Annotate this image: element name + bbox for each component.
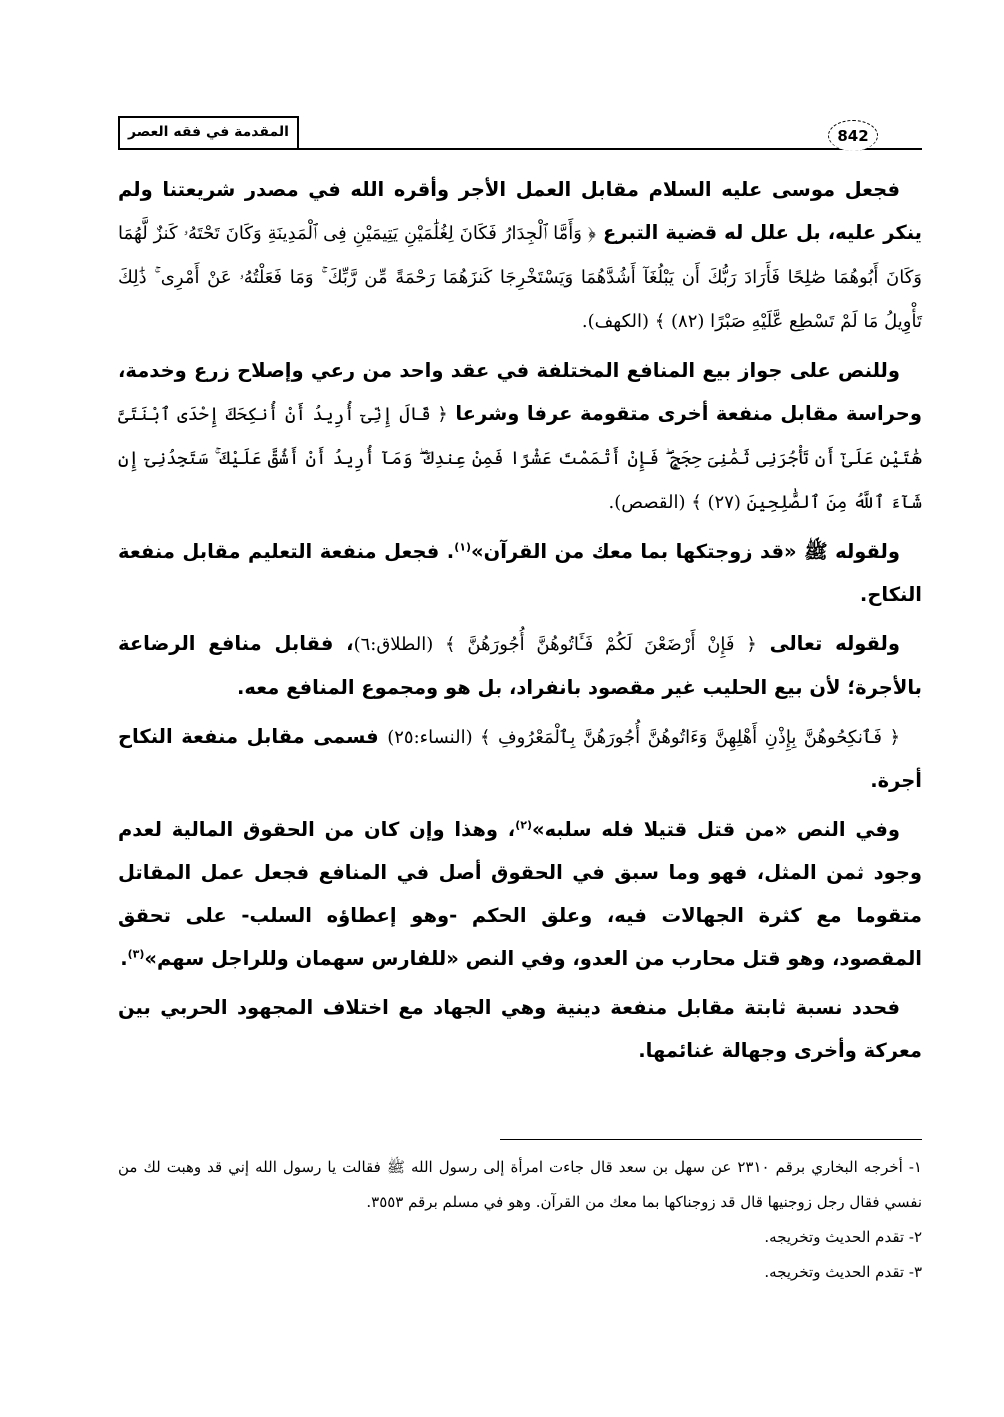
running-title: المقدمة في فقه العصر [118,116,299,148]
quran-verse: ﴿ قَالَ إِنِّىٓ أُرِيدُ أَنْ أُنكِحَكَ إِحْدَى ٱبْنَتَىَّ هَٰتَيْنِ عَلَىٰٓ أَن تَأْجُرَنِى ثَمَٰنِىَ حِجَجٍ ۖ فَإِنْ أَتْمَمْتَ عَشْرًا فَمِنْ عِندِكَ ۖ وَمَآ أُرِيدُ أَنْ أَشُقَّ عَلَيْكَ ۚ سَتَجِدُنِىٓ إِن شَآءَ ٱللَّهُ مِنَ ٱلصَّٰلِحِينَ (٢٧) ﴾ (القصص). [118,404,922,513]
paragraph-text: ، وهذا وإن كان من الحقوق المالية لعدم وجود ثمن المثل، فهو وما سبق في الحقوق أصل في المنافع فجعل عمل المقاتل متقوما مع كثرة الجهالات فيه، وعلق الحكم -وهو إعطاؤه السلب- على تحقق المقصود، وهو قتل محارب من العدو، وفي النص «للفارس سهمان وللراجل سهم» [118,818,922,970]
paragraph-text: فجعل موسى عليه السلام مقابل العمل الأجر وأقره الله في مصدر شريعتنا ولم ينكر عليه، بل علل له قضية التبرع [118,178,922,244]
paragraph-text: ولقوله تعالى [756,632,900,655]
paragraph [118,622,922,709]
footnote-separator [500,1139,922,1140]
quran-verse: ﴿ فَإِنْ أَرْضَعْنَ لَكُمْ فَـَٔاتُوهُنَّ أُجُورَهُنَّ ﴾ (الطلاق:٦) [353,634,757,655]
paragraph [118,715,922,802]
footnote-reference[interactable]: (٣) [127,947,145,961]
quran-verse: ﴿ وَأَمَّا ٱلْجِدَارُ فَكَانَ لِغُلَٰمَيْنِ يَتِيمَيْنِ فِى ٱلْمَدِينَةِ وَكَانَ تَحْتَهُۥ كَنزٌ لَّهُمَا وَكَانَ أَبُوهُمَا صَٰلِحًا فَأَرَادَ رَبُّكَ أَن يَبْلُغَآ أَشُدَّهُمَا وَيَسْتَخْرِجَا كَنزَهُمَا رَحْمَةً مِّن رَّبِّكَ ۚ وَمَا فَعَلْتُهُۥ عَنْ أَمْرِى ۚ ذَٰلِكَ تَأْوِيلُ مَا لَمْ تَسْطِع عَّلَيْهِ صَبْرًا (٨٢) ﴾ (الكهف). [118,223,922,332]
paragraph-text: وفي النص «من قتل قتيلا فله سلبه» [532,818,900,841]
footnote: ٣- تقدم الحديث وتخريجه. [764,1263,922,1281]
footnote: ١- أخرجه البخاري برقم ٢٣١٠ عن سهل بن سعد قال جاءت امرأة إلى رسول الله ﷺ فقالت يا رسول الله إني قد وهبت لك من نفسي فقال رجل زوجنيها قال قد زوجناكها بما معك من القرآن. وهو في مسلم برقم ٣٥٥٣. [118,1158,922,1211]
paragraph-text: ، فقابل منافع الرضاعة بالأجرة؛ لأن بيع الحليب غير مقصود بانفراد، بل هو ومجموع المنافع معه. [118,632,922,699]
paragraph [118,530,922,616]
page-header [118,116,922,150]
paragraph [118,349,922,524]
quran-verse: ﴿ فَٱنكِحُوهُنَّ بِإِذْنِ أَهْلِهِنَّ وَءَاتُوهُنَّ أُجُورَهُنَّ بِٱلْمَعْرُوفِ ﴾ (النساء:٢٥) [387,727,900,748]
paragraph-text: فحدد نسبة ثابتة مقابل منفعة دينية وهي الجهاد مع اختلاف المجهود الحربي بين معركة وأخرى وجهالة غنائمها. [118,996,922,1062]
paragraph-text: ولقوله ﷺ «قد زوجتكها بما معك من القرآن» [471,540,901,563]
header-rule [118,148,922,150]
footnote-reference[interactable]: (١) [454,540,471,554]
paragraph-text: فسمى مقابل منفعة النكاح أجرة. [118,725,922,792]
paragraph-text: . فجعل منفعة التعليم مقابل منفعة النكاح. [118,540,922,606]
page-number: 842 [828,120,878,151]
paragraph [118,168,922,343]
footnote-reference[interactable]: (٢) [515,818,532,832]
paragraph [118,986,922,1072]
footnotes [118,1150,922,1290]
main-text [118,168,922,1078]
paragraph [118,808,922,980]
paragraph-text: وللنص على جواز بيع المنافع المختلفة في عقد واحد من رعي وإصلاح زرع وخدمة، وحراسة مقابل منفعة أخرى متقومة عرفا وشرعا [118,359,922,425]
footnote: ٢- تقدم الحديث وتخريجه. [764,1228,922,1246]
paragraph-text: . [120,947,128,970]
